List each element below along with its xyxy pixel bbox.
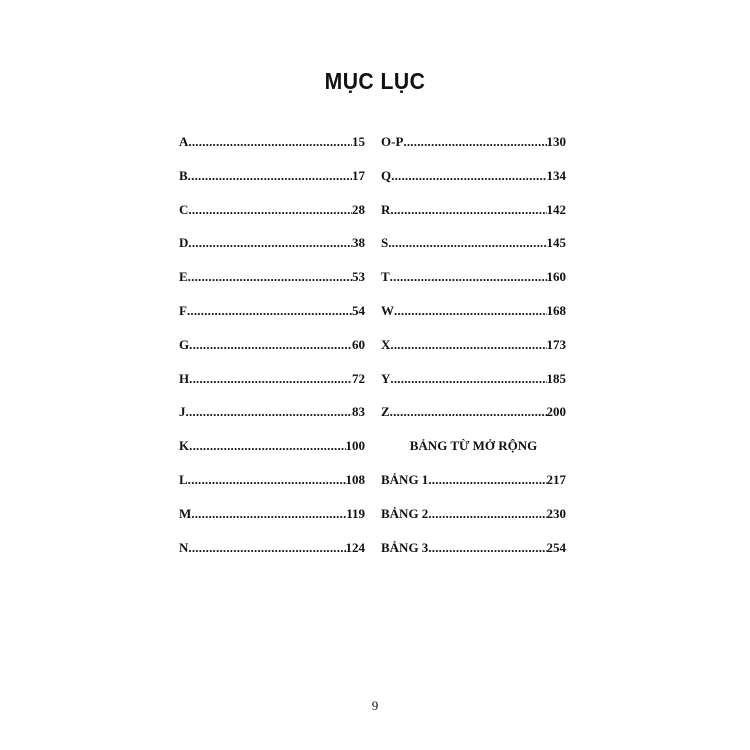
toc-entry-page: 173 (546, 336, 566, 352)
toc-entry-label: C (179, 201, 189, 217)
toc-entry-label: K (179, 438, 190, 454)
toc-entry-page: 28 (352, 201, 365, 217)
toc-entry-page: 119 (346, 505, 365, 521)
leader-dots (188, 202, 352, 218)
toc-entry-label: D (179, 235, 189, 251)
toc-entry-page: 72 (352, 370, 365, 386)
toc-entry-label: F (179, 302, 187, 318)
toc-entry[interactable] (381, 540, 566, 574)
toc-entry[interactable] (381, 202, 566, 236)
leader-dots (390, 404, 547, 420)
leader-dots (428, 540, 546, 556)
toc-entry-label: BẢNG 3 (381, 539, 429, 555)
leader-dots (428, 506, 546, 522)
toc-entry-page: 38 (352, 235, 365, 251)
toc-entry[interactable] (179, 202, 365, 236)
leader-dots (403, 134, 546, 150)
section-heading: BẢNG TỪ MỞ RỘNG (409, 438, 538, 454)
toc-entry-page: 124 (345, 539, 365, 555)
toc-entry[interactable] (381, 472, 566, 506)
toc-entry-page: 60 (352, 336, 365, 352)
toc-entry-label: R (381, 201, 391, 217)
toc-entry-label: Q (381, 167, 392, 183)
toc-entry[interactable] (381, 235, 566, 269)
leader-dots (188, 540, 345, 556)
leader-dots (388, 235, 546, 251)
toc-entry-page: 83 (352, 404, 365, 420)
toc-left-column (179, 134, 365, 573)
page-title: MỤC LỤC (324, 68, 426, 94)
toc-entry[interactable] (179, 337, 365, 371)
leader-dots (189, 337, 352, 353)
leader-dots (390, 337, 546, 353)
toc-entry-page: 142 (546, 201, 566, 217)
toc-entry-label: BẢNG 1 (381, 471, 429, 487)
toc-entry-label: W (381, 302, 394, 318)
toc-entry[interactable] (381, 404, 566, 438)
toc-entry-label: N (179, 539, 189, 555)
toc-entry-label: Y (381, 370, 391, 386)
toc-entry-label: S (381, 235, 389, 251)
toc-entry[interactable] (179, 235, 365, 269)
toc-entry-page: 160 (546, 269, 566, 285)
toc-entry-page: 108 (345, 471, 365, 487)
toc-entry-page: 200 (546, 404, 566, 420)
leader-dots (390, 371, 546, 387)
toc-entry[interactable] (381, 506, 566, 540)
toc-entry-page: 130 (546, 134, 566, 149)
toc-entry-label: B (179, 167, 188, 183)
toc-entry-page: 17 (352, 167, 365, 183)
toc-entry[interactable] (381, 269, 566, 303)
toc-entry[interactable] (179, 134, 365, 168)
toc-entry[interactable] (381, 371, 566, 405)
toc-entry[interactable] (381, 337, 566, 371)
page-number: 9 (371, 698, 379, 713)
toc-entry-label: X (381, 336, 391, 352)
toc-entry[interactable] (381, 134, 566, 168)
toc-entry-page: 15 (352, 134, 365, 149)
leader-dots (188, 235, 352, 251)
toc-entry[interactable] (179, 269, 365, 303)
toc-entry-label: H (179, 370, 190, 386)
leader-dots (191, 506, 346, 522)
toc-entry-label: T (381, 269, 390, 285)
toc-entry[interactable] (179, 506, 365, 540)
leader-dots (187, 303, 352, 319)
toc-right-column (381, 134, 566, 573)
toc-entry-page: 168 (546, 302, 566, 318)
leader-dots (188, 472, 346, 488)
leader-dots (188, 269, 352, 285)
leader-dots (188, 134, 352, 150)
toc-entry-label: BẢNG 2 (381, 505, 429, 521)
toc-entry[interactable] (381, 168, 566, 202)
leader-dots (428, 472, 546, 488)
toc-entry[interactable] (179, 438, 365, 472)
leader-dots (391, 168, 546, 184)
leader-dots (188, 168, 352, 184)
toc-entry-page: 230 (546, 505, 566, 521)
toc-entry-page: 217 (546, 471, 566, 487)
toc-entry[interactable] (179, 303, 365, 337)
toc-entry-label: G (179, 336, 190, 352)
toc-entry[interactable] (179, 168, 365, 202)
toc-entry-page: 145 (546, 235, 566, 251)
leader-dots (390, 269, 547, 285)
toc-entry-label: L (179, 471, 188, 487)
leader-dots (394, 303, 547, 319)
toc-entry-label: J (179, 404, 186, 420)
toc-entry-page: 54 (352, 302, 365, 318)
toc-entry-label: E (179, 269, 188, 285)
toc-entry[interactable] (179, 404, 365, 438)
toc-entry[interactable] (179, 472, 365, 506)
toc-entry-page: 134 (546, 167, 566, 183)
toc-entry-label: Z (381, 404, 390, 420)
toc-entry-page: 254 (546, 539, 566, 555)
leader-dots (189, 438, 345, 454)
toc-entry-label: A (179, 134, 189, 149)
toc-entry[interactable] (179, 371, 365, 405)
toc-entry-page: 185 (546, 370, 566, 386)
leader-dots (189, 371, 352, 387)
toc-entry-label: M (179, 505, 192, 521)
toc-entry[interactable] (381, 303, 566, 337)
toc-entry-page: 53 (352, 269, 365, 285)
toc-entry[interactable] (179, 540, 365, 574)
leader-dots (186, 404, 353, 420)
toc-entry-page: 100 (345, 438, 365, 454)
toc-entry-label: O-P (381, 134, 404, 149)
leader-dots (390, 202, 546, 218)
